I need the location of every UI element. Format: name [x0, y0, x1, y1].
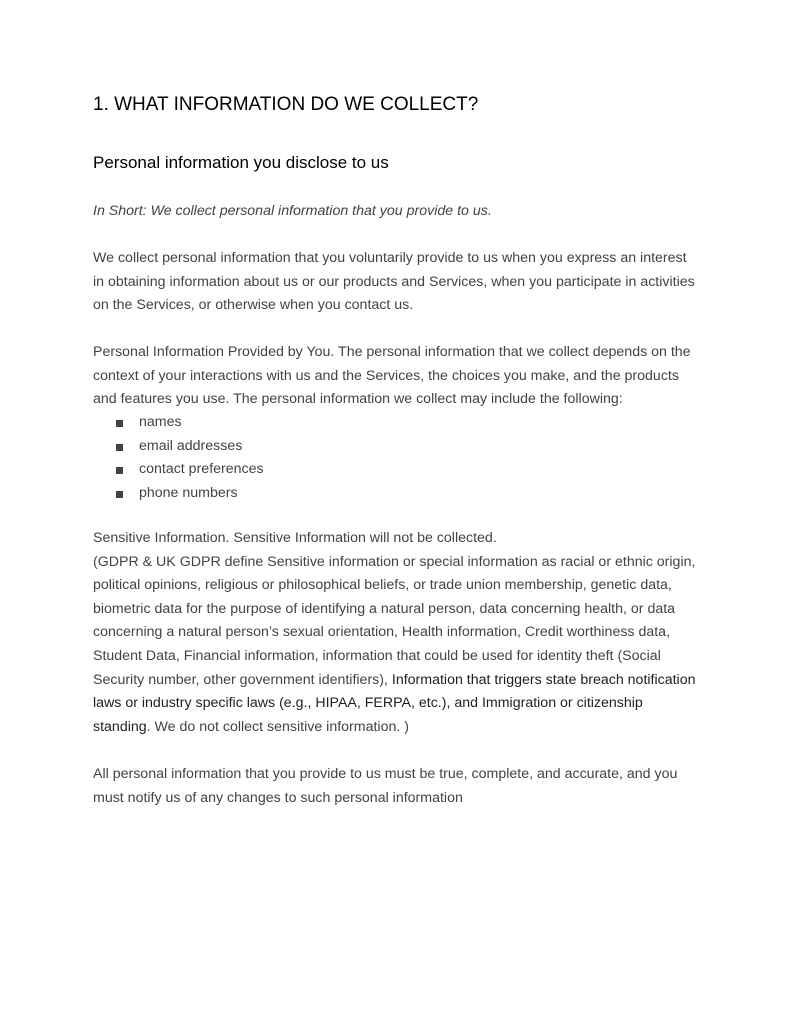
square-bullet-icon [116, 467, 123, 474]
list-item [93, 435, 264, 459]
list-item-label: contact preferences [139, 461, 264, 478]
sensitive-title: Sensitive Information. Sensitive Information will not be collected. [93, 530, 497, 546]
intro-paragraph: We collect personal information that you voluntarily provide to us when you express an interest in obtaining information about us or our products and Services, when you participate in activities on the Services, or otherwise when you contact us. [93, 250, 695, 314]
square-bullet-icon [116, 444, 123, 451]
section-subheading: Personal information you disclose to us [93, 153, 389, 172]
list-item-label: phone numbers [139, 484, 238, 501]
list-item [93, 411, 264, 435]
sensitive-detail-end: . We do not collect sensitive information. ) [146, 718, 409, 735]
in-short-text: In Short: We collect personal information that you provide to us. [93, 203, 492, 219]
accuracy-paragraph: All personal information that you provide to us must be true, complete, and accurate, and you must notify us of any changes to such personal information [93, 766, 678, 806]
square-bullet-icon [116, 491, 123, 498]
section-heading: 1. WHAT INFORMATION DO WE COLLECT? [93, 94, 479, 115]
sensitive-detail-emphasis: Information that triggers state breach notification laws or industry specific laws (e.g., HIPAA, FERPA, etc.), and Immigration or citizenship standing [93, 671, 696, 735]
list-item [93, 458, 264, 482]
list-item-label: names [139, 414, 182, 430]
sensitive-information-paragraph [93, 527, 699, 739]
list-item [93, 482, 264, 506]
info-list [93, 411, 264, 505]
sensitive-detail-start: (GDPR & UK GDPR define Sensitive information or special information as racial or ethnic origin, political opinions, religious or philosophical beliefs, or trade union membership, genetic data, biometric data for the purpose of identifying a natural person, data concerning health, or data concerning a natural person’s sexual orientation, Health information, Credit worthiness data, Student Data, Financial information, information that could be used for identity theft (Social Security number, other government identifiers), [93, 553, 696, 688]
square-bullet-icon [116, 420, 123, 427]
list-item-label: email addresses [139, 437, 243, 454]
provided-by-you-paragraph: Personal Information Provided by You. The personal information that we collect depends on the context of your interactions with us and the Services, the choices you make, and the products and features you use. The personal information we collect may include the following: [93, 344, 691, 408]
